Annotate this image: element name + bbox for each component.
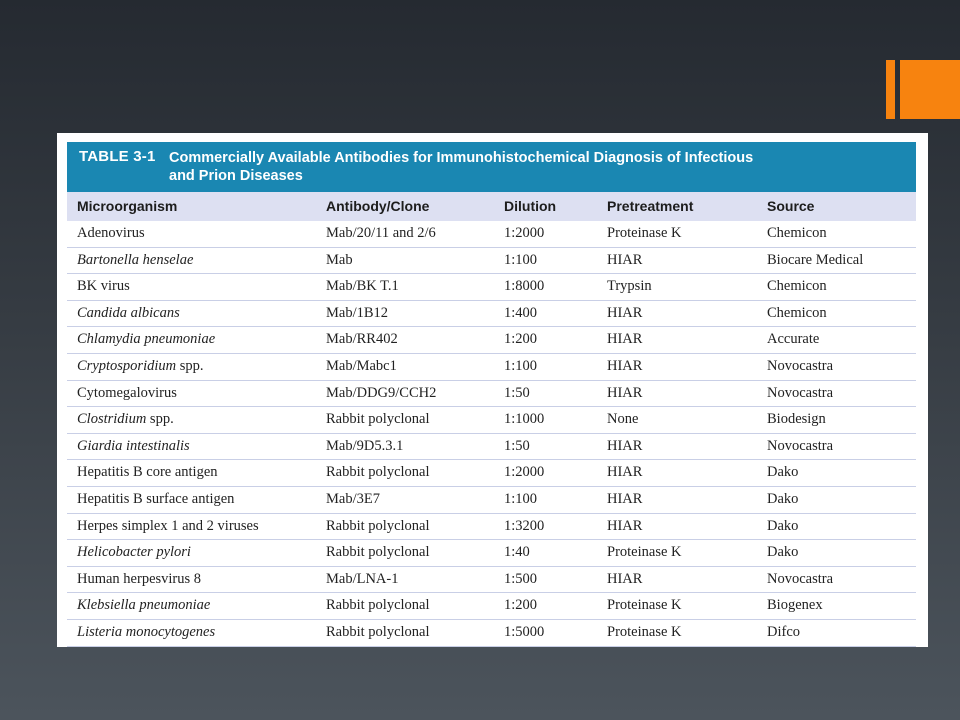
column-header-antibody-clone: Antibody/Clone <box>326 198 430 214</box>
cell-pretreatment: HIAR <box>607 384 643 401</box>
cell-microorganism: Hepatitis B core antigen <box>77 464 218 481</box>
table-header-row <box>67 192 916 221</box>
cell-microorganism: BK virus <box>77 278 130 295</box>
cell-source: Chemicon <box>767 278 827 295</box>
column-header-source: Source <box>767 198 815 214</box>
cell-pretreatment: HIAR <box>607 464 643 481</box>
cell-antibody-clone: Mab/LNA-1 <box>326 570 399 587</box>
table-title-line-1: Commercially Available Antibodies for Immunohistochemical Diagnosis of Infectious <box>169 150 754 166</box>
cell-pretreatment: HIAR <box>607 304 643 321</box>
cell-source: Biocare Medical <box>767 251 864 268</box>
cell-dilution: 1:2000 <box>504 225 545 241</box>
cell-pretreatment: None <box>607 411 639 428</box>
cell-source: Dako <box>767 544 799 561</box>
cell-dilution: 1:400 <box>504 304 538 321</box>
cell-antibody-clone: Rabbit polyclonal <box>326 544 430 561</box>
cell-pretreatment: HIAR <box>607 570 643 587</box>
cell-source: Dako <box>767 517 799 534</box>
cell-dilution: 1:200 <box>504 597 538 614</box>
cell-source: Biodesign <box>767 411 826 428</box>
cell-source: Dako <box>767 464 799 481</box>
table-row <box>67 327 916 354</box>
table-title <box>169 149 909 185</box>
cell-antibody-clone: Mab/1B12 <box>326 304 389 321</box>
cell-dilution: 1:100 <box>504 490 538 507</box>
cell-source: Novocastra <box>767 437 834 454</box>
table-row <box>67 221 916 248</box>
cell-antibody-clone: Mab/3E7 <box>326 490 380 507</box>
cell-source: Biogenex <box>767 597 823 614</box>
cell-source: Accurate <box>767 331 820 348</box>
cell-microorganism: Giardia intestinalis <box>77 437 190 454</box>
cell-microorganism: Clostridium spp. <box>77 411 174 428</box>
column-header-dilution: Dilution <box>504 198 557 214</box>
cell-dilution: 1:50 <box>504 384 530 401</box>
table-row <box>67 514 916 541</box>
cell-antibody-clone: Mab/Mabc1 <box>326 357 397 374</box>
cell-microorganism: Chlamydia pneumoniae <box>77 331 216 348</box>
cell-microorganism: Human herpesvirus 8 <box>77 570 202 587</box>
cell-source: Chemicon <box>767 304 827 321</box>
table-row <box>67 487 916 514</box>
table-title-bar <box>67 142 916 192</box>
cell-antibody-clone: Mab/DDG9/CCH2 <box>326 384 437 401</box>
column-header-pretreatment: Pretreatment <box>607 198 694 214</box>
table-row <box>67 354 916 381</box>
cell-dilution: 1:2000 <box>504 464 545 481</box>
cell-dilution: 1:500 <box>504 570 538 587</box>
table-label: TABLE 3-1 <box>79 148 156 165</box>
cell-microorganism: Adenovirus <box>77 225 145 241</box>
cell-dilution: 1:200 <box>504 331 538 348</box>
cell-dilution: 1:1000 <box>504 411 545 428</box>
cell-dilution: 1:50 <box>504 437 530 454</box>
table-body <box>67 221 916 647</box>
cell-pretreatment: Proteinase K <box>607 623 682 640</box>
cell-dilution: 1:5000 <box>504 623 545 640</box>
cell-pretreatment: HIAR <box>607 357 643 374</box>
cell-antibody-clone: Mab/20/11 and 2/6 <box>326 225 436 241</box>
cell-pretreatment: HIAR <box>607 437 643 454</box>
cell-dilution: 1:8000 <box>504 278 545 295</box>
cell-source: Chemicon <box>767 225 827 241</box>
table-row <box>67 248 916 275</box>
table-row <box>67 434 916 461</box>
cell-microorganism: Listeria monocytogenes <box>77 623 216 640</box>
table-image-panel <box>57 133 928 647</box>
table-row <box>67 274 916 301</box>
cell-microorganism: Hepatitis B surface antigen <box>77 490 235 507</box>
cell-microorganism: Klebsiella pneumoniae <box>77 597 211 614</box>
table-row <box>67 540 916 567</box>
cell-dilution: 1:3200 <box>504 517 545 534</box>
accent-block <box>900 60 960 119</box>
table-row <box>67 381 916 408</box>
cell-pretreatment: Trypsin <box>607 278 652 295</box>
cell-dilution: 1:100 <box>504 251 538 268</box>
cell-antibody-clone: Rabbit polyclonal <box>326 464 430 481</box>
table-row <box>67 301 916 328</box>
cell-source: Novocastra <box>767 570 834 587</box>
cell-source: Novocastra <box>767 357 834 374</box>
cell-antibody-clone: Mab <box>326 251 353 268</box>
cell-antibody-clone: Mab/BK T.1 <box>326 278 399 295</box>
table-row <box>67 567 916 594</box>
table-row <box>67 593 916 620</box>
cell-pretreatment: HIAR <box>607 490 643 507</box>
cell-pretreatment: Proteinase K <box>607 544 682 561</box>
cell-antibody-clone: Rabbit polyclonal <box>326 597 430 614</box>
cell-microorganism: Candida albicans <box>77 304 180 321</box>
accent-bar-thin <box>886 60 895 119</box>
cell-microorganism: Cytomegalovirus <box>77 384 177 401</box>
table-title-line-2: and Prion Diseases <box>169 168 303 184</box>
cell-pretreatment: HIAR <box>607 517 643 534</box>
cell-dilution: 1:100 <box>504 357 538 374</box>
cell-antibody-clone: Rabbit polyclonal <box>326 411 430 428</box>
cell-antibody-clone: Mab/RR402 <box>326 331 398 348</box>
cell-pretreatment: Proteinase K <box>607 225 682 241</box>
cell-microorganism: Bartonella henselae <box>77 251 194 268</box>
cell-pretreatment: Proteinase K <box>607 597 682 614</box>
cell-microorganism: Helicobacter pylori <box>77 544 191 561</box>
cell-antibody-clone: Mab/9D5.3.1 <box>326 437 404 454</box>
table-row <box>67 620 916 647</box>
cell-source: Novocastra <box>767 384 834 401</box>
column-header-microorganism: Microorganism <box>77 198 178 214</box>
cell-source: Difco <box>767 623 801 640</box>
cell-antibody-clone: Rabbit polyclonal <box>326 517 430 534</box>
cell-dilution: 1:40 <box>504 544 530 561</box>
cell-pretreatment: HIAR <box>607 251 643 268</box>
cell-microorganism: Herpes simplex 1 and 2 viruses <box>77 517 259 534</box>
cell-microorganism: Cryptosporidium spp. <box>77 357 204 374</box>
table-row <box>67 407 916 434</box>
cell-source: Dako <box>767 490 799 507</box>
cell-pretreatment: HIAR <box>607 331 643 348</box>
cell-antibody-clone: Rabbit polyclonal <box>326 623 430 640</box>
table-row <box>67 460 916 487</box>
